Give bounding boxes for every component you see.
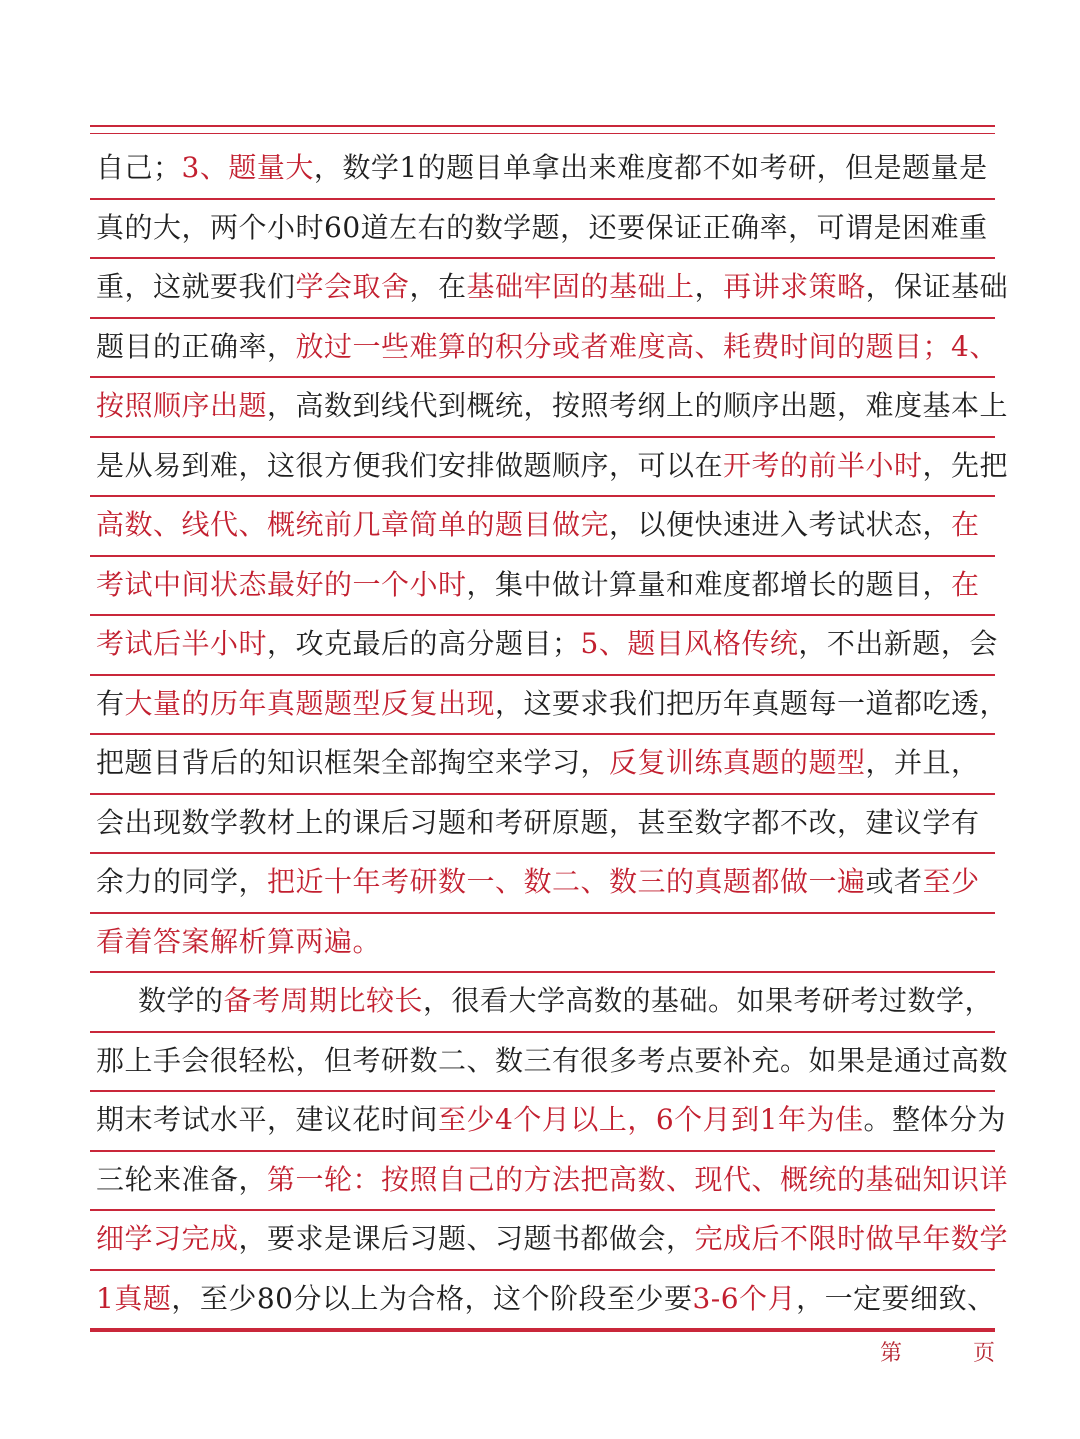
highlighted-text: 完成后不限时做早年数学 [694, 1222, 1009, 1255]
body-text: 重，这就要我们 [96, 270, 296, 303]
body-text: ，先把 [922, 448, 1009, 482]
highlighted-text: 在 [951, 567, 980, 601]
body-text: ，在 [409, 270, 467, 303]
text-line [90, 1092, 1006, 1152]
highlighted-text: 学会取舍 [295, 270, 410, 303]
text-line [90, 795, 995, 855]
text-line [90, 676, 1009, 736]
bottom-rule [90, 1330, 995, 1332]
text-line [90, 1211, 1009, 1271]
page-label-right: 页 [973, 1341, 996, 1366]
text-line [90, 914, 995, 974]
highlighted-text: 基础牢固的基础上 [466, 270, 695, 303]
body-text: ，要求是课后习题、习题书都做会， [238, 1222, 695, 1255]
body-text: ，以便快速进入考试状态， [609, 508, 952, 541]
body-text: 。整体分为 [863, 1103, 1006, 1136]
body-text: 数学的 [138, 984, 224, 1017]
highlighted-text: 按照顺序出题 [96, 389, 268, 422]
body-text: 有 [96, 686, 125, 720]
text-line [90, 1033, 1009, 1093]
body-text: 是从易到难，这很方便我们安排做题顺序，可以在 [96, 448, 724, 482]
body-text: ，高数到线代到概统，按照考纲上的顺序出题，难度基本上 [267, 389, 1009, 422]
highlighted-text: 第一轮：按照自己的方法把高数、现代、概统的基础知识详 [267, 1162, 1009, 1196]
body-text: ，很看大学高数的基础。如果考研考过数学， [423, 984, 994, 1017]
text-line [90, 854, 995, 914]
highlighted-text: 在 [951, 508, 980, 541]
body-text: 真的大，两个小时60道左右的数学题，还要保证正确率，可谓是困难重 [96, 210, 988, 244]
text-line [90, 140, 995, 200]
highlighted-text: 反复训练真题的题型 [609, 746, 866, 779]
highlighted-text: 高数、线代、概统前几章简单的题目做完 [96, 508, 610, 541]
page-label-left: 第 [880, 1341, 903, 1366]
highlighted-text: 细学习完成 [96, 1222, 239, 1255]
body-text: 会出现数学教材上的课后习题和考研原题，甚至数字都不改，建议学有 [96, 805, 980, 839]
highlighted-text: 看着答案解析算两遍。 [96, 924, 382, 958]
body-text: ， [694, 270, 724, 303]
body-text: ，不出新题，会 [798, 627, 998, 660]
highlighted-text: 1真题 [96, 1281, 172, 1315]
highlighted-text: 5、题目风格传统 [580, 627, 799, 660]
text-line [90, 1152, 1009, 1212]
highlighted-text: 再讲求策略 [723, 270, 866, 303]
highlighted-text: 考试后半小时 [96, 627, 268, 660]
body-text: 期末考试水平，建议花时间 [96, 1103, 439, 1136]
highlighted-text: 至少4个月以上，6个月到1年为佳 [438, 1103, 864, 1136]
text-line [90, 735, 995, 795]
body-text: ，至少80分以上为合格，这个阶段至少要 [171, 1281, 693, 1315]
highlighted-text: 放过一些难算的积分或者难度高、耗费时间的题目；4、 [295, 329, 998, 363]
body-text: 把题目背后的知识框架全部掏空来学习， [96, 746, 610, 779]
body-text: 题目的正确率， [96, 329, 296, 363]
text-line [90, 557, 995, 617]
text-line [90, 973, 995, 1033]
highlighted-text: 至少 [922, 865, 980, 898]
body-text: 或者 [865, 865, 923, 898]
text-line [90, 616, 998, 676]
body-text: ，这要求我们把历年真题每一道都吃透， [495, 686, 1009, 720]
body-text: ，集中做计算量和难度都增长的题目， [466, 567, 952, 601]
top-rule-inner [90, 133, 995, 134]
body-text: ，一定要细致、 [796, 1281, 996, 1315]
highlighted-text: 真题都做一遍 [694, 865, 866, 898]
text-line [90, 497, 995, 557]
body-text: 自己； [96, 151, 182, 184]
text-line [90, 1271, 995, 1331]
highlighted-text: 把近十年考研数一、数二、数三的 [267, 865, 695, 898]
highlighted-text: 3、题量大 [181, 151, 314, 184]
highlighted-text: 考试中间状态最好的一个小时 [96, 567, 467, 601]
text-line [90, 319, 998, 379]
highlighted-text: 备考周期比较长 [223, 984, 424, 1017]
body-text: 那上手会很轻松，但考研数二、数三有很多考点要补充。如果是通过高数 [96, 1043, 1009, 1077]
text-body [90, 140, 1009, 1330]
text-line [90, 438, 1009, 498]
body-text: ，数学1的题目单拿出来难度都不如考研，但是题量是 [313, 151, 988, 184]
text-line [90, 200, 995, 260]
body-text: ，攻克最后的高分题目； [267, 627, 581, 660]
body-text: 三轮来准备， [96, 1162, 268, 1196]
body-text: ，保证基础 [865, 270, 1009, 303]
body-text: ，并且， [865, 746, 980, 779]
highlighted-text: 大量的历年真题题型反复出现 [124, 686, 496, 720]
text-line [90, 259, 1009, 319]
text-line [90, 378, 1009, 438]
highlighted-text: 3-6个月 [692, 1281, 797, 1315]
top-rule [90, 125, 995, 127]
highlighted-text: 开考的前半小时 [723, 448, 923, 482]
body-text: 余力的同学， [96, 865, 268, 898]
